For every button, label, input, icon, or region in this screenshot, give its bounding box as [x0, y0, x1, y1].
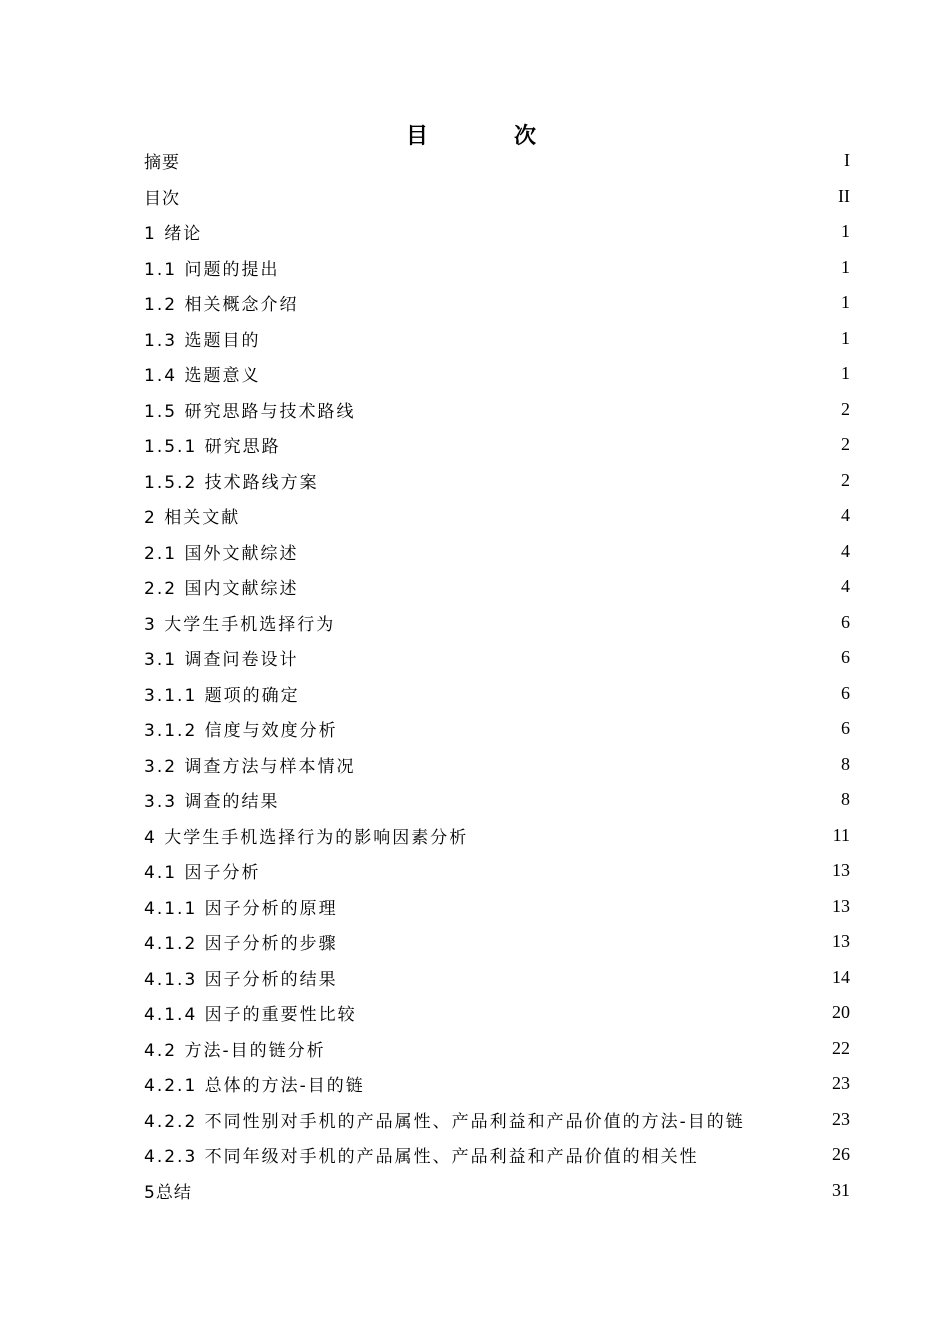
toc-entry-label: 4.2.1 总体的方法-目的链: [144, 1076, 365, 1097]
toc-entry-page-number: 23: [832, 1073, 850, 1094]
toc-entry-page-number: 4: [841, 505, 850, 526]
toc-entry-page-number: 8: [841, 753, 850, 774]
toc-entry-label: 4.1.3 因子分析的结果: [144, 969, 338, 990]
toc-entry[interactable]: [144, 285, 850, 321]
toc-entry[interactable]: [144, 427, 850, 463]
toc-entry-page-number: 4: [841, 540, 850, 561]
toc-entry-label: 4.2.3 不同年级对手机的产品属性、产品利益和产品价值的相关性: [144, 1147, 699, 1168]
toc-entry[interactable]: [144, 214, 850, 250]
toc-entry[interactable]: [144, 605, 850, 641]
toc-entry-page-number: 2: [841, 398, 850, 419]
toc-entry-label: 3.1.1 题项的确定: [144, 685, 300, 706]
toc-entry[interactable]: [144, 747, 850, 783]
toc-entry[interactable]: [144, 356, 850, 392]
toc-entry[interactable]: [144, 782, 850, 818]
toc-entry[interactable]: [144, 569, 850, 605]
toc-entry-page-number: 6: [841, 718, 850, 739]
toc-entry[interactable]: [144, 250, 850, 286]
toc-entry[interactable]: [144, 179, 850, 215]
toc-entry-label: 4.1.1 因子分析的原理: [144, 898, 338, 919]
toc-entry-page-number: 6: [841, 647, 850, 668]
toc-entry-label: 1.5 研究思路与技术路线: [144, 401, 356, 422]
toc-entry-label: 4.1.2 因子分析的步骤: [144, 934, 338, 955]
toc-entry-label: 2 相关文献: [144, 508, 241, 529]
toc-entry-page-number: 26: [832, 1144, 850, 1165]
toc-entry[interactable]: [144, 889, 850, 925]
toc-entry-page-number: 1: [841, 363, 850, 384]
toc-entry-label: 目次: [144, 188, 180, 209]
toc-entry-page-number: I: [844, 150, 850, 171]
toc-entry-label: 1.2 相关概念介绍: [144, 295, 299, 316]
toc-entry-page-number: 20: [832, 1002, 850, 1023]
toc-entry[interactable]: [144, 1173, 850, 1209]
toc-entry-page-number: 11: [832, 824, 850, 845]
toc-entry[interactable]: [144, 463, 850, 499]
toc-entry[interactable]: [144, 498, 850, 534]
toc-entry-page-number: 1: [841, 221, 850, 242]
toc-entry-label: 3.3 调查的结果: [144, 792, 280, 813]
toc-entry-label: 4 大学生手机选择行为的影响因素分析: [144, 827, 469, 848]
toc-entry[interactable]: [144, 676, 850, 712]
toc-entry-label: 摘要: [144, 153, 180, 174]
toc-entry[interactable]: [144, 960, 850, 996]
toc-entry-page-number: 6: [841, 682, 850, 703]
toc-entry-label: 4.2.2 不同性别对手机的产品属性、产品利益和产品价值的方法-目的链: [144, 1111, 745, 1132]
toc-entry-page-number: 13: [832, 860, 850, 881]
toc-entry[interactable]: [144, 1066, 850, 1102]
toc-entry[interactable]: [144, 640, 850, 676]
toc-entry-label: 2.1 国外文献综述: [144, 543, 299, 564]
toc-entry-page-number: 2: [841, 434, 850, 455]
toc-entry-page-number: 2: [841, 469, 850, 490]
toc-entry[interactable]: [144, 392, 850, 428]
toc-entry-label: 1.1 问题的提出: [144, 259, 280, 280]
toc-entry-label: 4.1 因子分析: [144, 863, 261, 884]
toc-entry-page-number: 1: [841, 256, 850, 277]
toc-entry[interactable]: [144, 1031, 850, 1067]
toc-entry-label: 1.5.2 技术路线方案: [144, 472, 319, 493]
toc-entry[interactable]: [144, 321, 850, 357]
toc-entry-label: 1 绪论: [144, 224, 203, 245]
toc-entry-page-number: 8: [841, 789, 850, 810]
toc-title: 目 次: [405, 123, 568, 149]
toc-entry[interactable]: [144, 143, 850, 179]
toc-entry[interactable]: [144, 818, 850, 854]
toc-entry-label: 3.2 调查方法与样本情况: [144, 756, 356, 777]
toc-list: [144, 143, 850, 1208]
toc-entry-label: 3 大学生手机选择行为: [144, 614, 336, 635]
toc-entry-page-number: 13: [832, 895, 850, 916]
toc-entry[interactable]: [144, 853, 850, 889]
toc-entry-page-number: 22: [832, 1037, 850, 1058]
toc-entry-label: 2.2 国内文献综述: [144, 579, 299, 600]
toc-entry-page-number: 23: [832, 1108, 850, 1129]
toc-entry[interactable]: [144, 924, 850, 960]
toc-entry[interactable]: [144, 534, 850, 570]
toc-entry-label: 3.1.2 信度与效度分析: [144, 721, 338, 742]
toc-entry-page-number: II: [838, 185, 850, 206]
toc-entry-page-number: 14: [832, 966, 850, 987]
toc-entry-page-number: 4: [841, 576, 850, 597]
toc-entry-page-number: 6: [841, 611, 850, 632]
toc-entry[interactable]: [144, 1102, 850, 1138]
toc-entry-page-number: 13: [832, 931, 850, 952]
toc-entry-label: 1.4 选题意义: [144, 366, 261, 387]
toc-entry[interactable]: [144, 711, 850, 747]
toc-entry-page-number: 1: [841, 292, 850, 313]
toc-entry-label: 4.1.4 因子的重要性比较: [144, 1005, 357, 1026]
toc-entry-page-number: 1: [841, 327, 850, 348]
toc-entry-label: 1.5.1 研究思路: [144, 437, 281, 458]
toc-entry-label: 4.2 方法-目的链分析: [144, 1040, 326, 1061]
toc-entry[interactable]: [144, 995, 850, 1031]
toc-entry-page-number: 31: [832, 1179, 850, 1200]
toc-entry-label: 3.1 调查问卷设计: [144, 650, 299, 671]
toc-entry-label: 5总结: [144, 1182, 192, 1203]
toc-entry[interactable]: [144, 1137, 850, 1173]
toc-entry-label: 1.3 选题目的: [144, 330, 261, 351]
